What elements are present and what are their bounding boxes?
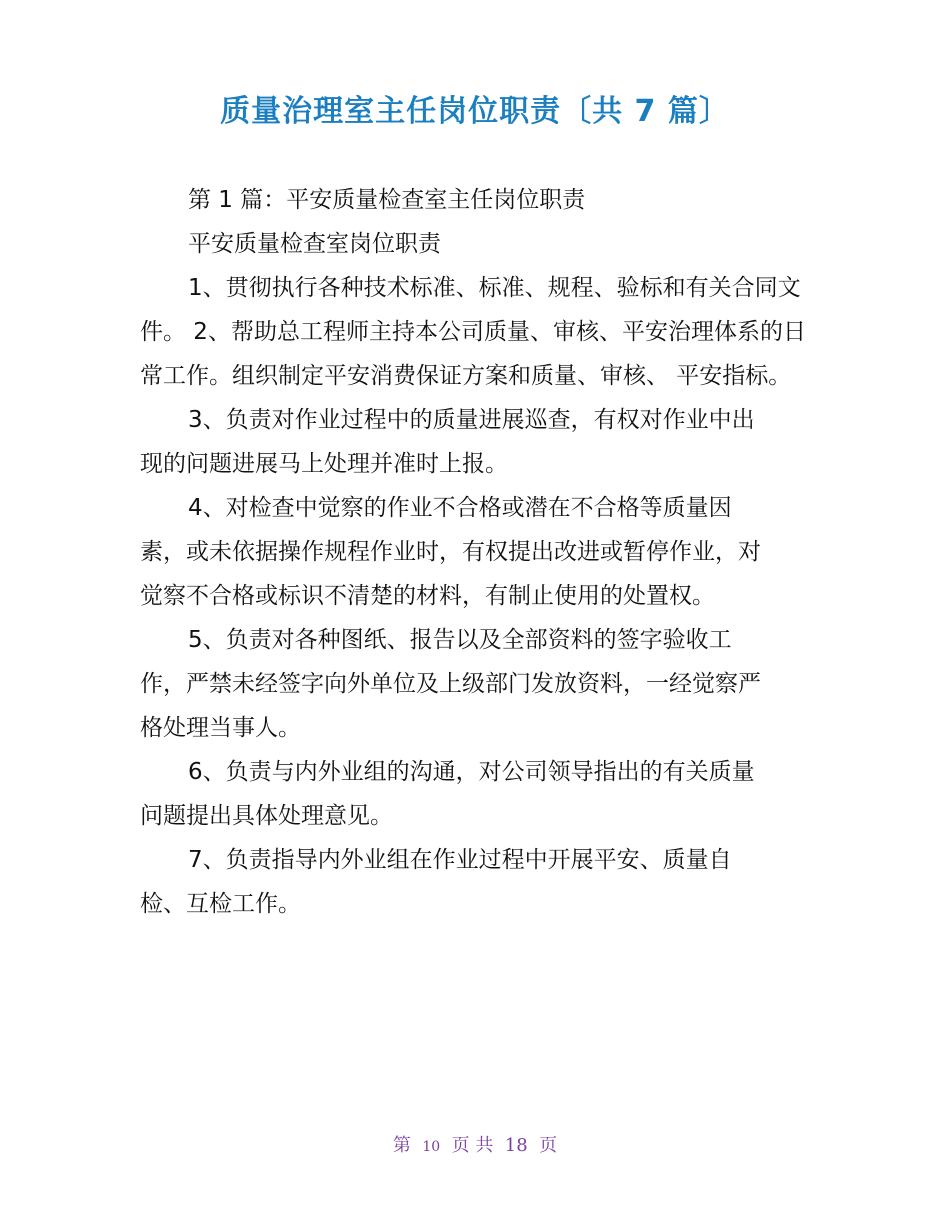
paragraph-section-heading: 第 1 篇：平安质量检查室主任岗位职责 bbox=[188, 187, 586, 213]
footer-total-pages: 18 bbox=[504, 1135, 528, 1156]
paragraph-item-7: 7、负责指导内外业组在作业过程中开展平安、质量自检、互检工作。 bbox=[140, 847, 732, 917]
document-title: 质量治理室主任岗位职责〔共 7 篇〕 bbox=[220, 94, 730, 129]
footer-prefix: 第 bbox=[392, 1135, 411, 1156]
footer-middle: 页 共 bbox=[451, 1135, 494, 1156]
paragraph-item-5: 5、负责对各种图纸、报告以及全部资料的签字验收工作，严禁未经签字向外单位及上级部门发放资料，一经觉察严 格处理当事人。 bbox=[140, 627, 761, 741]
document-body bbox=[140, 178, 812, 926]
footer-suffix: 页 bbox=[539, 1135, 558, 1156]
page-footer bbox=[0, 1134, 950, 1159]
paragraph-item-3: 3、负责对作业过程中的质量进展巡查，有权对作业中出现的问题进展马上处理并准时上报。 bbox=[140, 407, 755, 477]
paragraph-item-1-2: 1、贯彻执行各种技术标准、标准、规程、验标和有关合同文件。 2、帮助总工程师主持本公司质量、审核、平安治理体系的日常工作。组织制定平安消费保证方案和质量、审核、 平安指标。 bbox=[140, 275, 806, 389]
paragraph-subheading: 平安质量检查室岗位职责 bbox=[188, 231, 441, 257]
footer-page-number: 10 bbox=[422, 1139, 441, 1155]
paragraph-item-6: 6、负责与内外业组的沟通，对公司领导指出的有关质量问题提出具体处理意见。 bbox=[140, 759, 755, 829]
paragraph-item-4: 4、对检查中觉察的作业不合格或潜在不合格等质量因素，或未依据操作规程作业时，有权提出改进或暂停作业，对 觉察不合格或标识不清楚的材料，有制止使用的处置权。 bbox=[140, 495, 761, 609]
